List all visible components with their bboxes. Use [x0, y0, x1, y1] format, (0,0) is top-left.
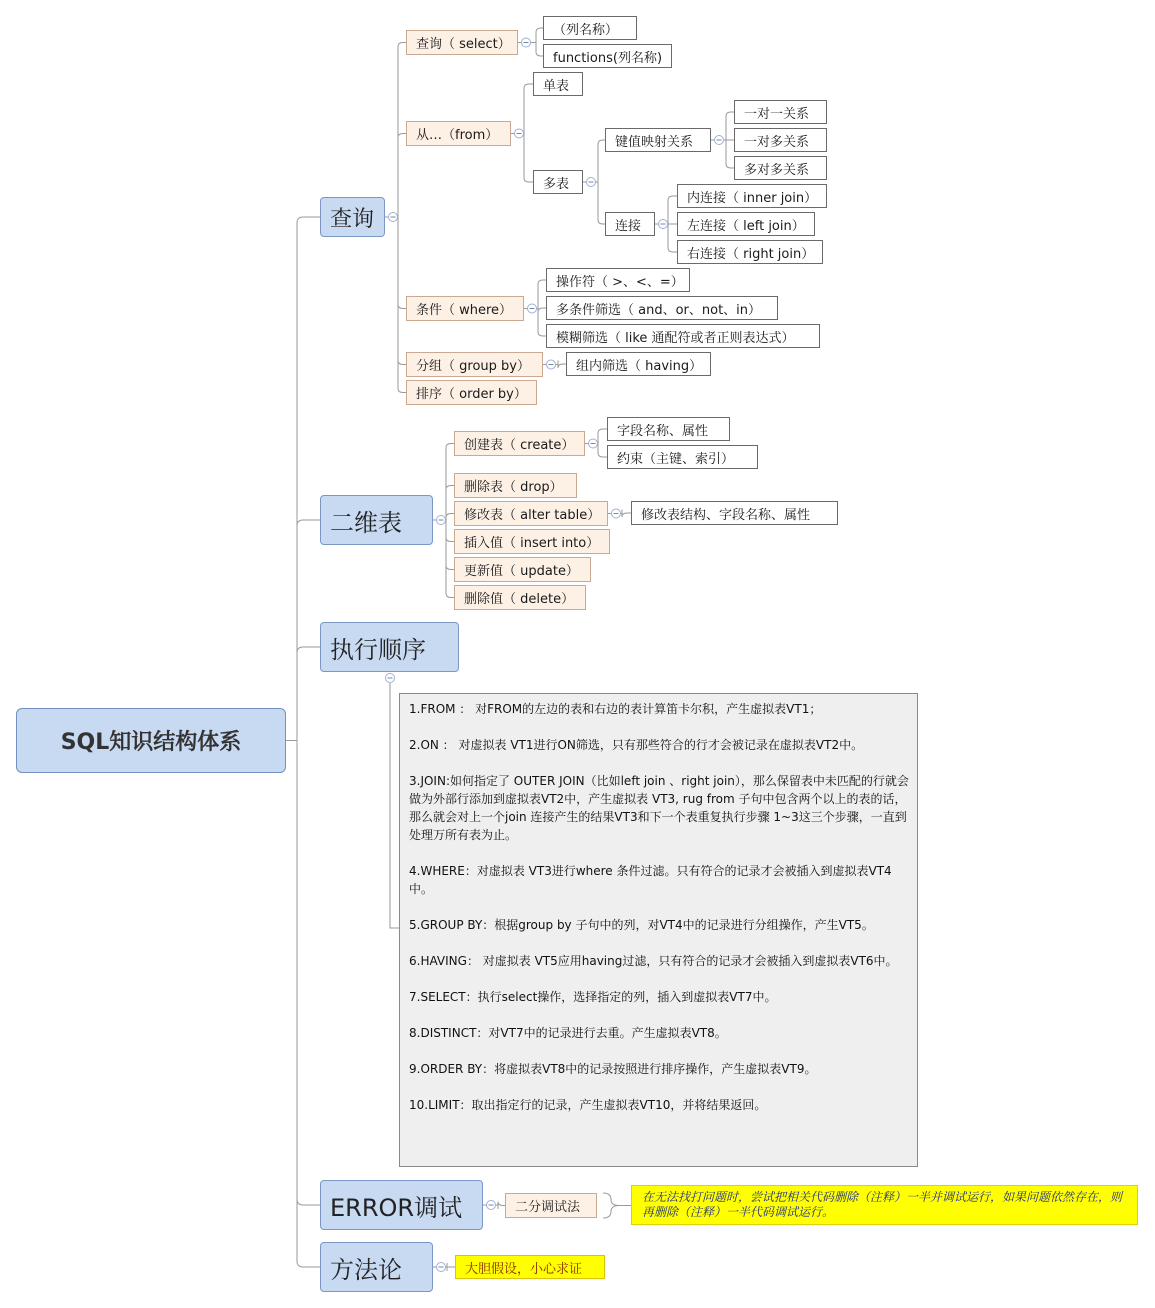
query-link [398, 305, 406, 309]
leaf-column-name[interactable]: （列名称） [543, 16, 637, 40]
exec-link [390, 683, 399, 928]
leaf-right-join[interactable]: 右连接（ right join） [677, 240, 823, 264]
leaf-single-table[interactable]: 单表 [533, 72, 583, 96]
mapping-link [726, 164, 734, 168]
query-link [398, 134, 406, 138]
topic-table[interactable]: 二维表 [320, 495, 433, 545]
root-node[interactable]: SQL知识结构体系 [16, 708, 286, 773]
step-7: 7.SELECT：执行select操作，选择指定的列，插入到虚拟表VT7中。 [409, 990, 777, 1004]
root-link [297, 1199, 320, 1205]
step-3: 3.JOIN:如何指定了 OUTER JOIN（比如left join 、right join），那么保留表中未匹配的行就会做为外部行添加到虚拟表VT2中，产生虚拟表 VT3, rug from 子句中包含两个以上的表的话，那么就会对上一个join 连接产生的结果VT3和下一个表重复执行步骤 1~3这三个步骤，一直到处理万所有表为止。 [409, 774, 909, 842]
leaf-inner-join[interactable]: 内连接（ inner join） [677, 184, 827, 208]
leaf-one-to-many[interactable]: 一对多关系 [734, 128, 827, 152]
leaf-alter-structure[interactable]: 修改表结构、字段名称、属性 [631, 501, 838, 525]
topic-methodology[interactable]: 方法论 [320, 1242, 433, 1292]
step-9: 9.ORDER BY：将虚拟表VT8中的记录按照进行排序操作，产生虚拟表VT9。 [409, 1062, 817, 1076]
leaf-join[interactable]: 连接 [605, 212, 655, 236]
step-6: 6.HAVING： 对虚拟表 VT5应用having过滤，只有符合的记录才会被插入到虚拟表VT6中。 [409, 954, 898, 968]
root-link [297, 647, 320, 653]
root-link [297, 217, 320, 223]
leaf-constraints[interactable]: 约束（主键、索引） [607, 445, 758, 469]
select-link [536, 28, 543, 32]
subtopic-order-by[interactable]: 排序（ order by） [406, 380, 537, 405]
multi-link [598, 220, 605, 224]
select-link [536, 52, 543, 56]
subtopic-group-by[interactable]: 分组（ group by） [406, 352, 543, 377]
leaf-functions[interactable]: functions(列名称) [543, 44, 672, 68]
step-4: 4.WHERE：对虚拟表 VT3进行where 条件过滤。只有符合的记录才会被插入到虚拟表VT4中。 [409, 864, 892, 896]
where-link [538, 280, 546, 284]
create-link [598, 453, 607, 457]
group-link [558, 364, 566, 368]
subtopic-update[interactable]: 更新值（ update） [454, 557, 591, 582]
step-8: 8.DISTINCT：对VT7中的记录进行去重。产生虚拟表VT8。 [409, 1026, 727, 1040]
leaf-multi-condition[interactable]: 多条件筛选（ and、or、not、in） [546, 296, 778, 320]
leaf-having[interactable]: 组内筛选（ having） [566, 352, 711, 376]
table-link [446, 538, 454, 542]
leaf-many-to-many[interactable]: 多对多关系 [734, 156, 827, 180]
execution-order-notes [399, 693, 918, 1167]
step-5: 5.GROUP BY：根据group by 子句中的列，对VT4中的记录进行分组操作，产生VT5。 [409, 918, 874, 932]
table-link [446, 444, 454, 448]
alter-link [622, 513, 631, 517]
where-link [538, 308, 546, 312]
subtopic-create[interactable]: 创建表（ create） [454, 431, 585, 456]
topic-error-debug[interactable]: ERROR调试 [320, 1180, 483, 1230]
subtopic-binary-debug[interactable]: 二分调试法 [505, 1193, 597, 1218]
table-link [446, 566, 454, 570]
subtopic-where[interactable]: 条件（ where） [406, 296, 524, 321]
root-link [297, 1261, 320, 1267]
leaf-operators[interactable]: 操作符（ >、<、=） [546, 268, 690, 292]
where-link [538, 332, 546, 336]
query-link [398, 389, 406, 393]
table-link [446, 594, 454, 598]
subtopic-select[interactable]: 查询（ select） [406, 30, 518, 55]
join-link [668, 248, 677, 252]
leaf-multi-table[interactable]: 多表 [533, 170, 583, 194]
from-link [524, 84, 533, 88]
multi-link [598, 140, 605, 144]
step-1: 1.FROM ： 对FROM的左边的表和右边的表计算笛卡尔积，产生虚拟表VT1； [409, 702, 822, 716]
topic-query[interactable]: 查询 [320, 197, 385, 237]
leaf-left-join[interactable]: 左连接（ left join） [677, 212, 815, 236]
query-link [398, 361, 406, 365]
binary-debug-note: 在无法找打问题时，尝试把相关代码删除（注释）一半并调试运行，如果问题依然存在，则再删除（注释）一半代码调试运行。 [631, 1185, 1138, 1225]
root-link [297, 520, 320, 526]
query-link [398, 43, 406, 47]
table-link [446, 514, 454, 518]
leaf-fuzzy-filter[interactable]: 模糊筛选（ like 通配符或者正则表达式） [546, 324, 820, 348]
subtopic-delete[interactable]: 删除值（ delete） [454, 585, 586, 610]
leaf-one-to-one[interactable]: 一对一关系 [734, 100, 827, 124]
leaf-field-attrs[interactable]: 字段名称、属性 [607, 417, 730, 441]
topic-execution-order[interactable]: 执行顺序 [320, 622, 459, 672]
subtopic-drop[interactable]: 删除表（ drop） [454, 473, 577, 498]
subtopic-from[interactable]: 从…（from） [406, 121, 511, 146]
leaf-bold-hypothesis[interactable]: 大胆假设，小心求证 [455, 1255, 605, 1279]
table-link [446, 486, 454, 490]
subtopic-alter[interactable]: 修改表（ alter table） [454, 501, 608, 526]
step-10: 10.LIMIT：取出指定行的记录，产生虚拟表VT10，并将结果返回。 [409, 1098, 767, 1112]
mapping-link [726, 112, 734, 116]
subtopic-insert[interactable]: 插入值（ insert into） [454, 529, 610, 554]
create-link [598, 429, 607, 433]
error-link [498, 1202, 505, 1206]
step-2: 2.ON ： 对虚拟表 VT1进行ON筛选，只有那些符合的行才会被记录在虚拟表VT2中。 [409, 738, 864, 752]
join-link [668, 196, 677, 200]
from-link [524, 178, 533, 182]
note-brace [603, 1193, 619, 1218]
leaf-key-mapping[interactable]: 键值映射关系 [605, 128, 711, 152]
